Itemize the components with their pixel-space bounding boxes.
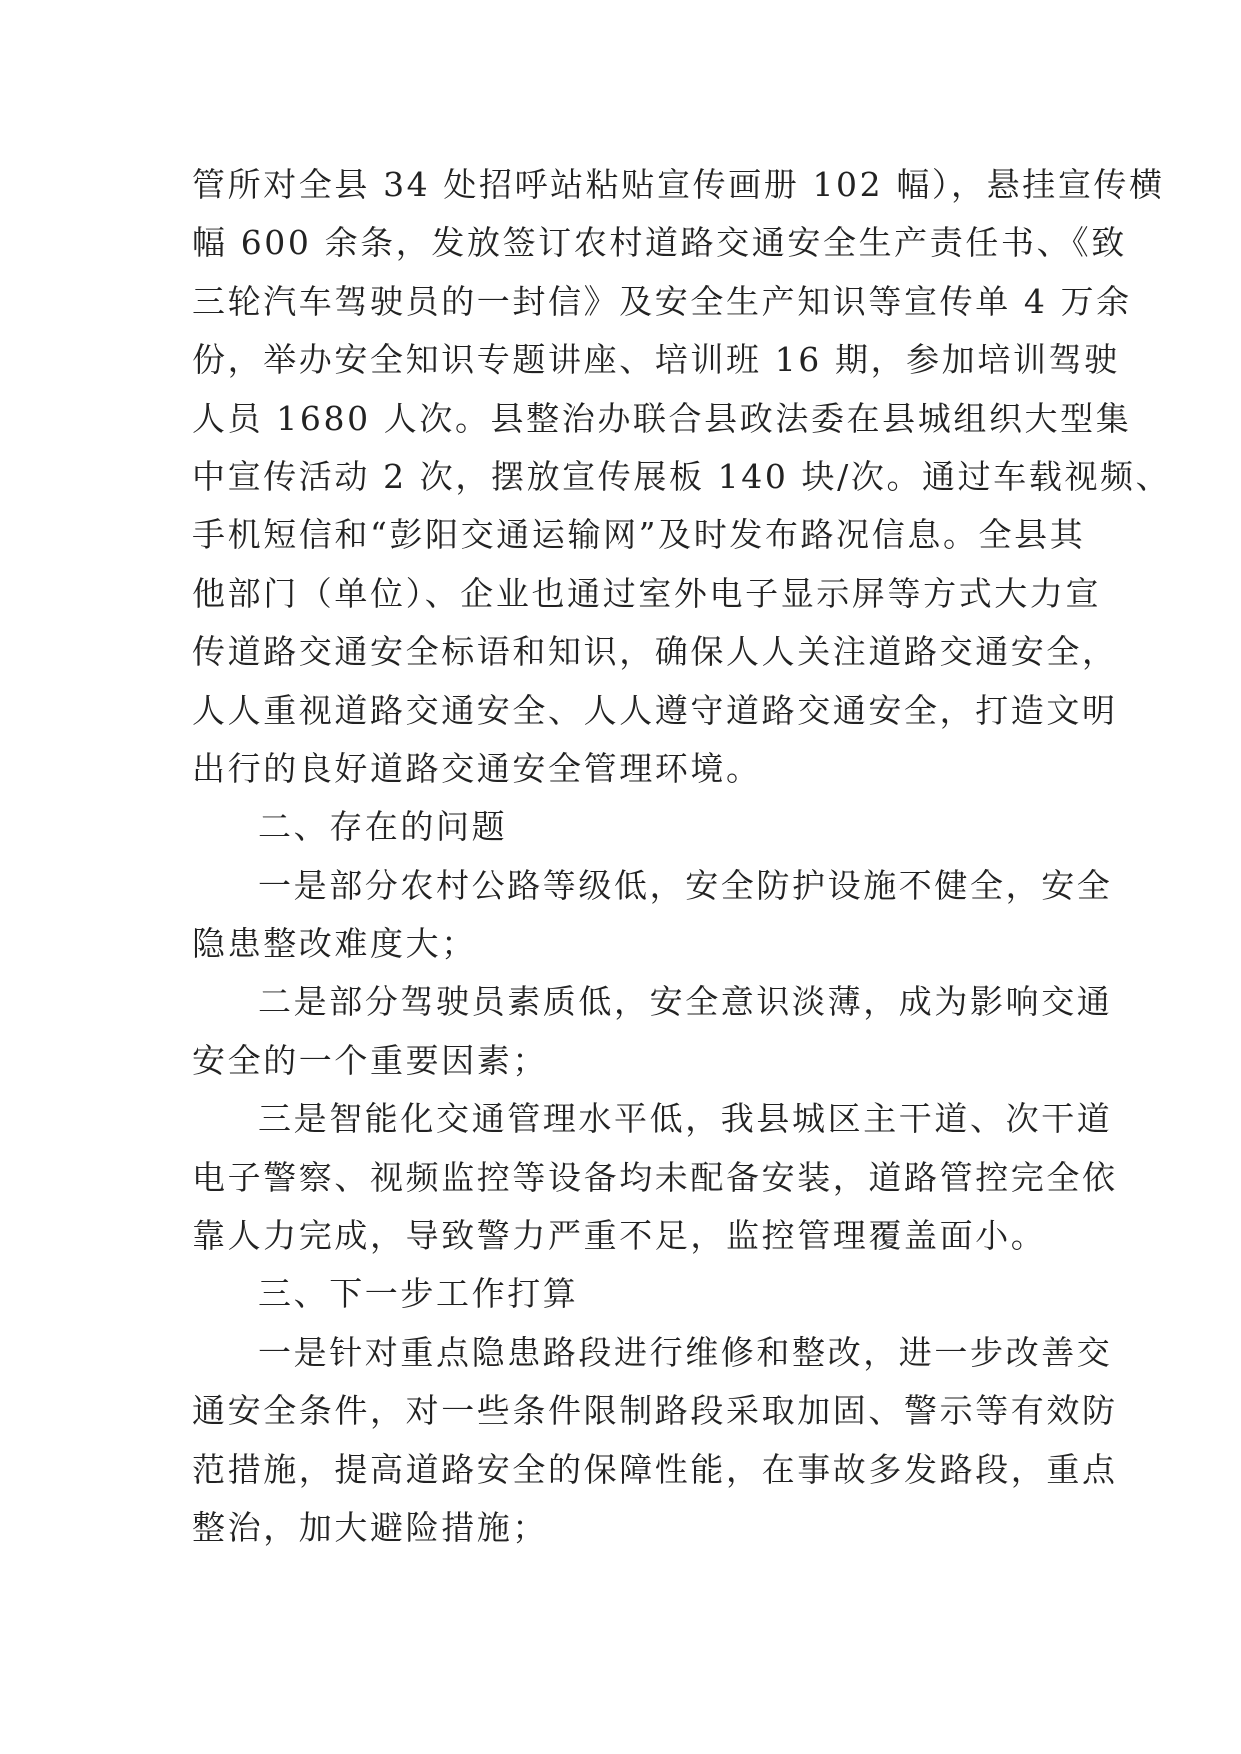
text-line: 整治，加大避险措施； (192, 1507, 548, 1547)
text-line: 出行的良好道路交通安全管理环境。 (192, 748, 762, 788)
text-line: 二是部分驾驶员素质低，安全意识淡薄，成为影响交通 (258, 982, 1113, 1022)
text-line: 靠人力完成，导致警力严重不足，监控管理覆盖面小。 (192, 1216, 1047, 1256)
text-line: 通安全条件，对一些条件限制路段采取加固、警示等有效防 (192, 1391, 1118, 1431)
text-line: 他部门（单位）、企业也通过室外电子显示屏等方式大力宣 (192, 573, 1102, 613)
text-line: 三、下一步工作打算 (258, 1274, 579, 1314)
text-line: 幅 600 余条，发放签订农村道路交通安全生产责任书、《致 (192, 223, 1127, 263)
text-line: 中宣传活动 2 次，摆放宣传展板 140 块/次。通过车载视频、 (192, 456, 1172, 496)
text-line: 份，举办安全知识专题讲座、培训班 16 期，参加培训驾驶 (192, 340, 1120, 380)
text-line: 三是智能化交通管理水平低，我县城区主干道、次干道 (258, 1099, 1113, 1139)
text-line: 手机短信和“彭阳交通运输网”及时发布路况信息。全县其 (192, 515, 1086, 555)
text-line: 一是部分农村公路等级低，安全防护设施不健全，安全 (258, 865, 1113, 905)
text-line: 隐患整改难度大； (192, 924, 477, 964)
text-line: 安全的一个重要因素； (192, 1040, 548, 1080)
text-line: 范措施，提高道路安全的保障性能，在事故多发路段，重点 (192, 1449, 1118, 1489)
body-text (192, 156, 1172, 1557)
text-line: 二、存在的问题 (258, 807, 508, 847)
text-line: 管所对全县 34 处招呼站粘贴宣传画册 102 幅），悬挂宣传横 (192, 165, 1165, 204)
text-line: 一是针对重点隐患路段进行维修和整改，进一步改善交 (258, 1332, 1113, 1372)
text-line: 三轮汽车驾驶员的一封信》及安全生产知识等宣传单 4 万余 (192, 281, 1132, 321)
text-line: 传道路交通安全标语和知识，确保人人关注道路交通安全， (192, 632, 1118, 672)
text-line: 电子警察、视频监控等设备均未配备安装，道路管控完全依 (192, 1157, 1118, 1197)
text-line: 人人重视道路交通安全、人人遵守道路交通安全，打造文明 (192, 690, 1118, 730)
text-line: 人员 1680 人次。县整治办联合县政法委在县城组织大型集 (192, 398, 1132, 438)
